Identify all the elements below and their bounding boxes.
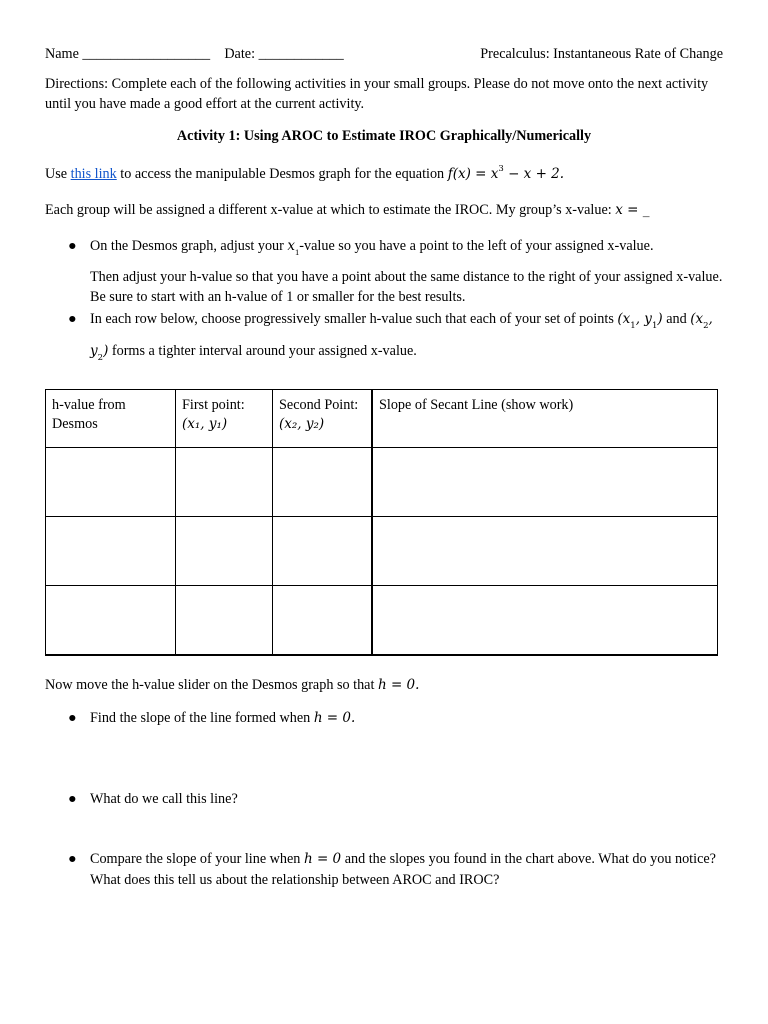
equation: $f(x) = x^3 - x + 2$. (447, 163, 565, 182)
table-cell[interactable] (372, 586, 718, 656)
bullet-icon: ● (68, 237, 77, 254)
table-cell[interactable] (46, 586, 176, 656)
table-row (46, 586, 718, 656)
instructions-list (45, 234, 723, 371)
table-row (46, 517, 718, 586)
assignment-text: Each group will be assigned a different x-value at which to estimate the IROC. My group’s x-value: x = _ (45, 202, 650, 218)
col-header-h-value: h-value from Desmos (46, 390, 176, 448)
table-row (46, 448, 718, 517)
table-cell[interactable] (273, 517, 373, 586)
col-header-slope: Slope of Secant Line (show work) (372, 390, 718, 448)
table-header-row (46, 390, 718, 448)
bullet-icon: ● (68, 311, 77, 327)
activity-title: Activity 1: Using AROC to Estimate IROC Graphically/Numerically (176, 128, 592, 144)
name-field-label: Name __________________ (45, 46, 211, 62)
directions-text: Directions: Complete each of the following activities in your small groups. Please do not move onto the next activity until you have made a good effort at the current activity. (45, 76, 709, 112)
list-item: ● On the Desmos graph, adjust your $x_1$-value so you have a point to the left of your assigned x-value. Then adjust your h-value so that you have a point about the same distance to the right of your assigned x-value. Be sure to start with an h-value of 1 or smaller for the best results. (45, 234, 723, 308)
header (45, 44, 723, 64)
table-cell[interactable] (273, 586, 373, 656)
table-cell[interactable] (176, 448, 273, 517)
list-item: ● Find the slope of the line formed when h = 0. (45, 706, 723, 731)
intro-paragraph: Use this link to access the manipulable Desmos graph for the equation $f(x) = x^3 - x + 2$. (45, 163, 565, 182)
table-cell[interactable] (46, 448, 176, 517)
slider-instruction: Now move the h-value slider on the Desmos graph so that h = 0. (45, 677, 420, 693)
course-title: Precalculus: Instantaneous Rate of Change (480, 46, 723, 62)
list-item: ● Compare the slope of your line when h = 0 and the slopes you found in the chart above. What do you notice? What does this tell us about the relationship between AROC and IROC? (68, 850, 716, 888)
date-field-label: Date: ____________ (224, 46, 344, 62)
worksheet-page (45, 44, 723, 891)
bullet-icon: ● (68, 850, 77, 867)
group-x-value-blank[interactable]: x = _ (615, 202, 650, 218)
desmos-link[interactable]: this link (70, 165, 117, 182)
list-item: ● In each row below, choose progressively smaller h-value such that each of your set of points ($x_1$, $y_1$) and ($x_2$, $y_2$) forms a tighter interval around your assigned x-value. (45, 307, 723, 370)
table-cell[interactable] (372, 448, 718, 517)
questions-list (45, 706, 723, 891)
table-cell[interactable] (273, 448, 373, 517)
col-header-second-point: Second Point: (x₂, y₂) (273, 390, 373, 448)
table-cell[interactable] (176, 586, 273, 656)
table-cell[interactable] (46, 517, 176, 586)
table-cell[interactable] (176, 517, 273, 586)
list-item: ● What do we call this line? (45, 787, 723, 812)
table-cell[interactable] (372, 517, 718, 586)
bullet-icon: ● (68, 709, 77, 726)
bullet-icon: ● (68, 791, 77, 807)
col-header-first-point: First point: (x₁, y₁) (176, 390, 273, 448)
secant-slope-table (45, 389, 718, 656)
